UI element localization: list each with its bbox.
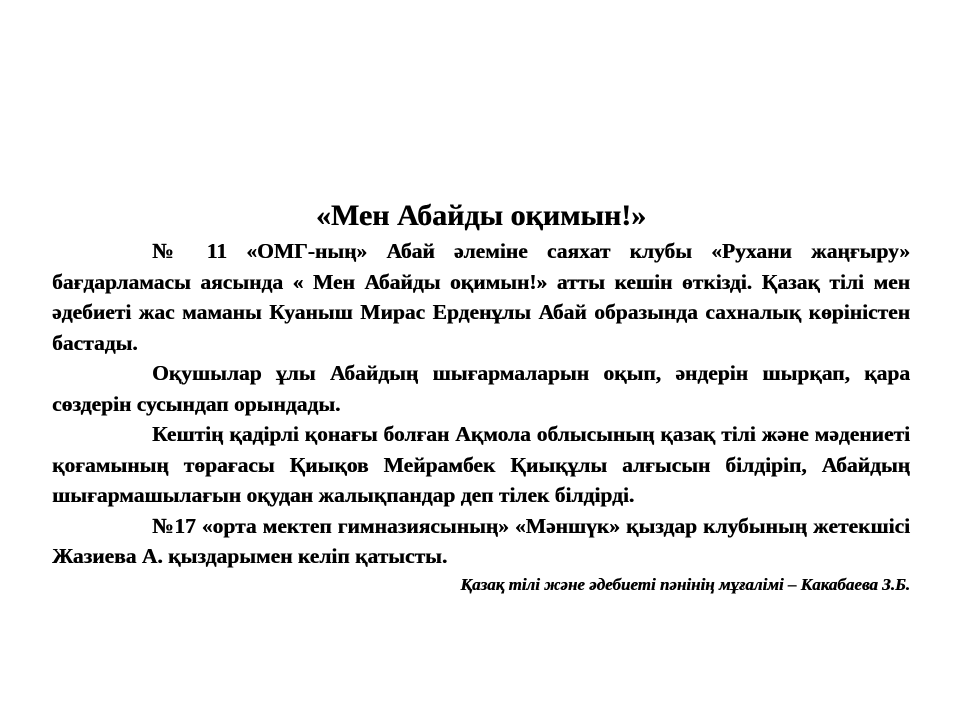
document-body: [52, 196, 910, 598]
document-title: «Мен Абайды оқимын!»: [315, 199, 647, 232]
paragraph-students: Оқушылар ұлы Абайдың шығармаларын оқып, әндерін шырқап, қара сөздерін сусындап орындады.: [52, 361, 910, 416]
paragraph-club: №17 «орта мектеп гимназиясының» «Мәншүк» қыздар клубының жетекшісі Жазиева А. қыздарымен келіп қатысты.: [52, 513, 910, 568]
author-signature: Қазақ тілі және әдебиеті пәнінің мұғалімі – Какабаева З.Б.: [460, 574, 910, 594]
paragraph-guest: Кештің қадірлі қонағы болған Ақмола облысының қазақ тілі және мәдениеті қоғамының төрағасы Қиықов Мейрамбек Қиықұлы алғысын білдіріп, Абайдың шығармашылағын оқудан жалықпандар деп тілек білдірді.: [52, 422, 910, 507]
paragraph-event-intro: № 11 «ОМГ-ның» Абай әлеміне саяхат клубы «Рухани жаңғыру» бағдарламасы аясында « Мен Абайды оқимын!» атты кешін өткізді. Қазақ тілі мен әдебиеті жас маманы Куаныш Мирас Ерденұлы Абай образында сахналық көріністен бастады.: [52, 239, 910, 355]
